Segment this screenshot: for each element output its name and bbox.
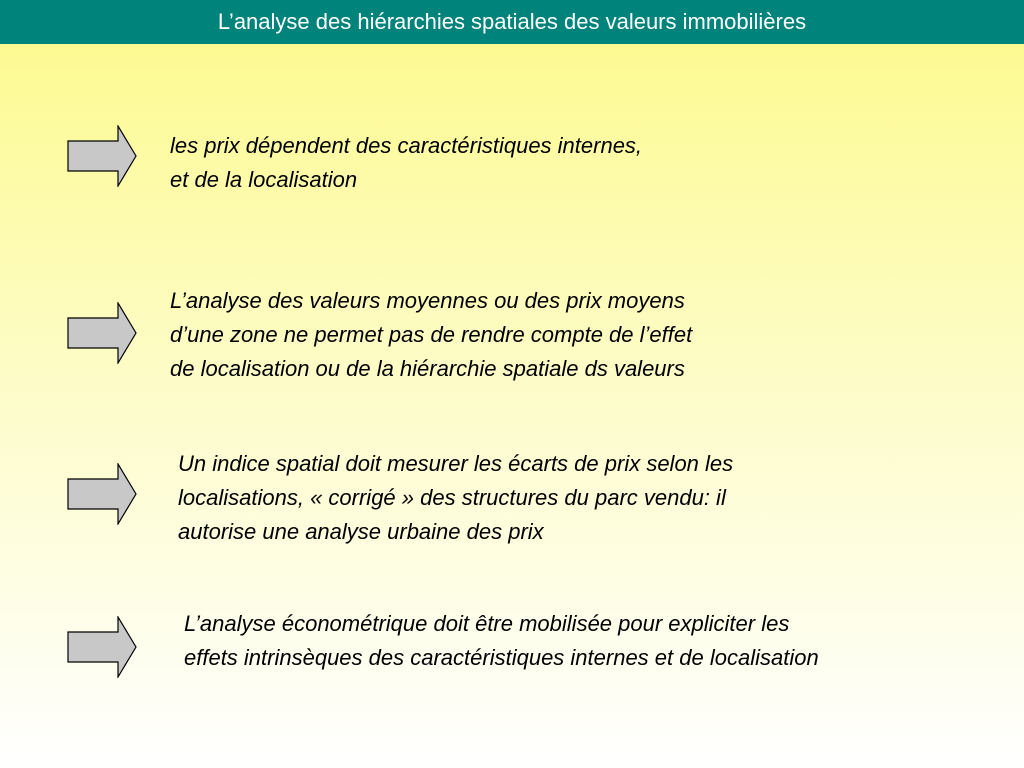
bullet-text-4 [184, 607, 819, 675]
text-line: effets intrinsèques des caractéristiques internes et de localisation [184, 645, 819, 670]
text-line: autorise une analyse urbaine des prix [178, 519, 544, 544]
text-line: L’analyse économétrique doit être mobilisée pour expliciter les [184, 611, 790, 636]
text-line: et de la localisation [170, 167, 358, 192]
slide-title: L’analyse des hiérarchies spatiales des valeurs immobilières [0, 0, 1024, 44]
text-line: Un indice spatial doit mesurer les écarts de prix selon les [178, 451, 734, 476]
bullet-text-2 [170, 284, 692, 386]
right-arrow-icon [66, 125, 138, 187]
text-line: d’une zone ne permet pas de rendre compte de l’effet [170, 322, 693, 347]
text-line: L’analyse des valeurs moyennes ou des prix moyens [170, 288, 685, 313]
right-arrow-icon [66, 302, 138, 364]
text-line: de localisation ou de la hiérarchie spatiale ds valeurs [170, 356, 685, 381]
bullet-text-3 [178, 447, 733, 549]
right-arrow-icon [66, 616, 138, 678]
text-line: les prix dépendent des caractéristiques internes, [170, 133, 643, 158]
bullet-text-1 [170, 129, 642, 197]
text-line: localisations, « corrigé » des structures du parc vendu: il [178, 485, 726, 510]
right-arrow-icon [66, 463, 138, 525]
